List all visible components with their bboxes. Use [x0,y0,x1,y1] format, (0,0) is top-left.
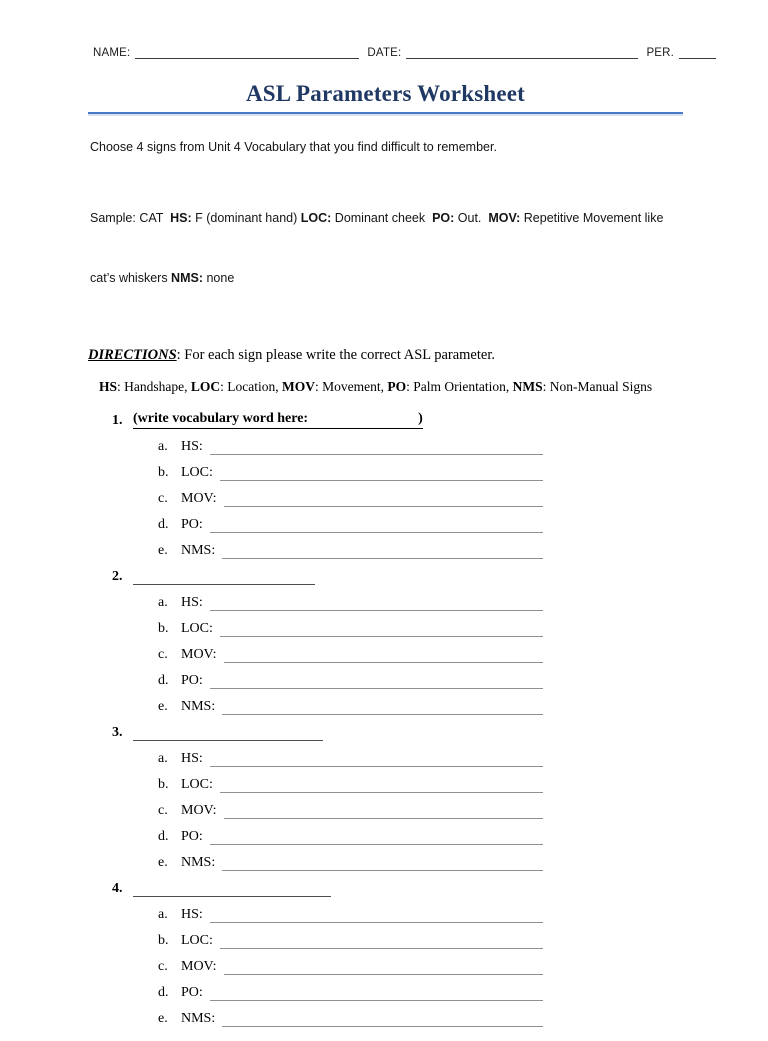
vocab-blank-line [133,581,315,585]
per-blank-line [679,55,716,59]
parameter-row: e. NMS: [158,1001,543,1027]
answer-blank-line [222,1023,543,1027]
per-label: PER. [646,47,675,59]
date-label: DATE: [367,47,402,59]
intro-text: Choose 4 signs from Unit 4 Vocabulary that you find difficult to remember. [90,140,497,154]
vocab-word-heading [133,411,423,429]
answer-blank-line [210,529,543,533]
answer-blank-line [210,607,543,611]
page-title: ASL Parameters Worksheet [245,81,526,106]
parameter-row: a. HS: [158,585,543,611]
vocab-blank-line [133,737,323,741]
parameter-row: b. LOC: [158,923,543,949]
parameter-row: e. NMS: [158,533,543,559]
item-4-heading [112,871,768,897]
item-number: 4. [112,881,123,896]
name-label: NAME: [93,47,131,59]
header-row [93,47,723,59]
parameter-row: a. HS: [158,429,543,455]
directions-text: DIRECTIONS: For each sign please write the correct ASL parameter. [88,347,495,363]
parameter-row: a. HS: [158,897,543,923]
answer-blank-line [224,815,543,819]
answer-blank-line [224,659,543,663]
title-rule [88,81,683,114]
answer-blank-line [222,867,543,871]
worksheet-list [0,403,768,1027]
sample-line-2: cat’s whiskers NMS: none [90,271,235,285]
answer-blank-line [224,971,543,975]
parameter-row: b. LOC: [158,455,543,481]
answer-blank-line [210,685,543,689]
parameter-key: HS: Handshape, LOC: Location, MOV: Movement, PO: Palm Orientation, NMS: Non-Manual Signs [99,379,653,394]
answer-blank-line [220,789,543,793]
answer-blank-line [220,477,543,481]
answer-blank-line [210,763,543,767]
date-blank-line [406,55,638,59]
parameter-row: e. NMS: [158,845,543,871]
answer-blank-line [220,633,543,637]
vocab-heading-text: (write vocabulary word here: [133,411,309,426]
item-1-heading [112,403,768,429]
name-blank-line [135,55,359,59]
parameter-row: c. MOV: [158,949,543,975]
answer-blank-line [210,841,543,845]
answer-blank-line [210,451,543,455]
answer-blank-line [220,945,543,949]
answer-blank-line [210,919,543,923]
parameter-row: c. MOV: [158,793,543,819]
parameter-row: b. LOC: [158,767,543,793]
sample-line-1: Sample: CAT HS: F (dominant hand) LOC: Dominant cheek PO: Out. MOV: Repetitive Movement like [90,211,664,225]
answer-blank-line [222,711,543,715]
vocab-heading-close: ) [418,411,423,426]
parameter-row: a. HS: [158,741,543,767]
directions-label: DIRECTIONS [88,347,177,363]
sample-text [90,168,728,328]
item-3-heading [112,715,768,741]
vocab-blank-line [133,893,331,897]
parameter-row: b. LOC: [158,611,543,637]
item-number: 3. [112,725,123,740]
answer-blank-line [224,503,543,507]
parameter-row: d. PO: [158,507,543,533]
answer-blank-line [222,555,543,559]
parameter-row: d. PO: [158,663,543,689]
document-page [0,47,768,1041]
item-2-heading [112,559,768,585]
item-number: 2. [112,569,123,584]
item-number: 1. [112,413,123,428]
parameter-row: e. NMS: [158,689,543,715]
parameter-row: c. MOV: [158,637,543,663]
parameter-row: c. MOV: [158,481,543,507]
answer-blank-line [210,997,543,1001]
parameter-row: d. PO: [158,819,543,845]
parameter-row: d. PO: [158,975,543,1001]
